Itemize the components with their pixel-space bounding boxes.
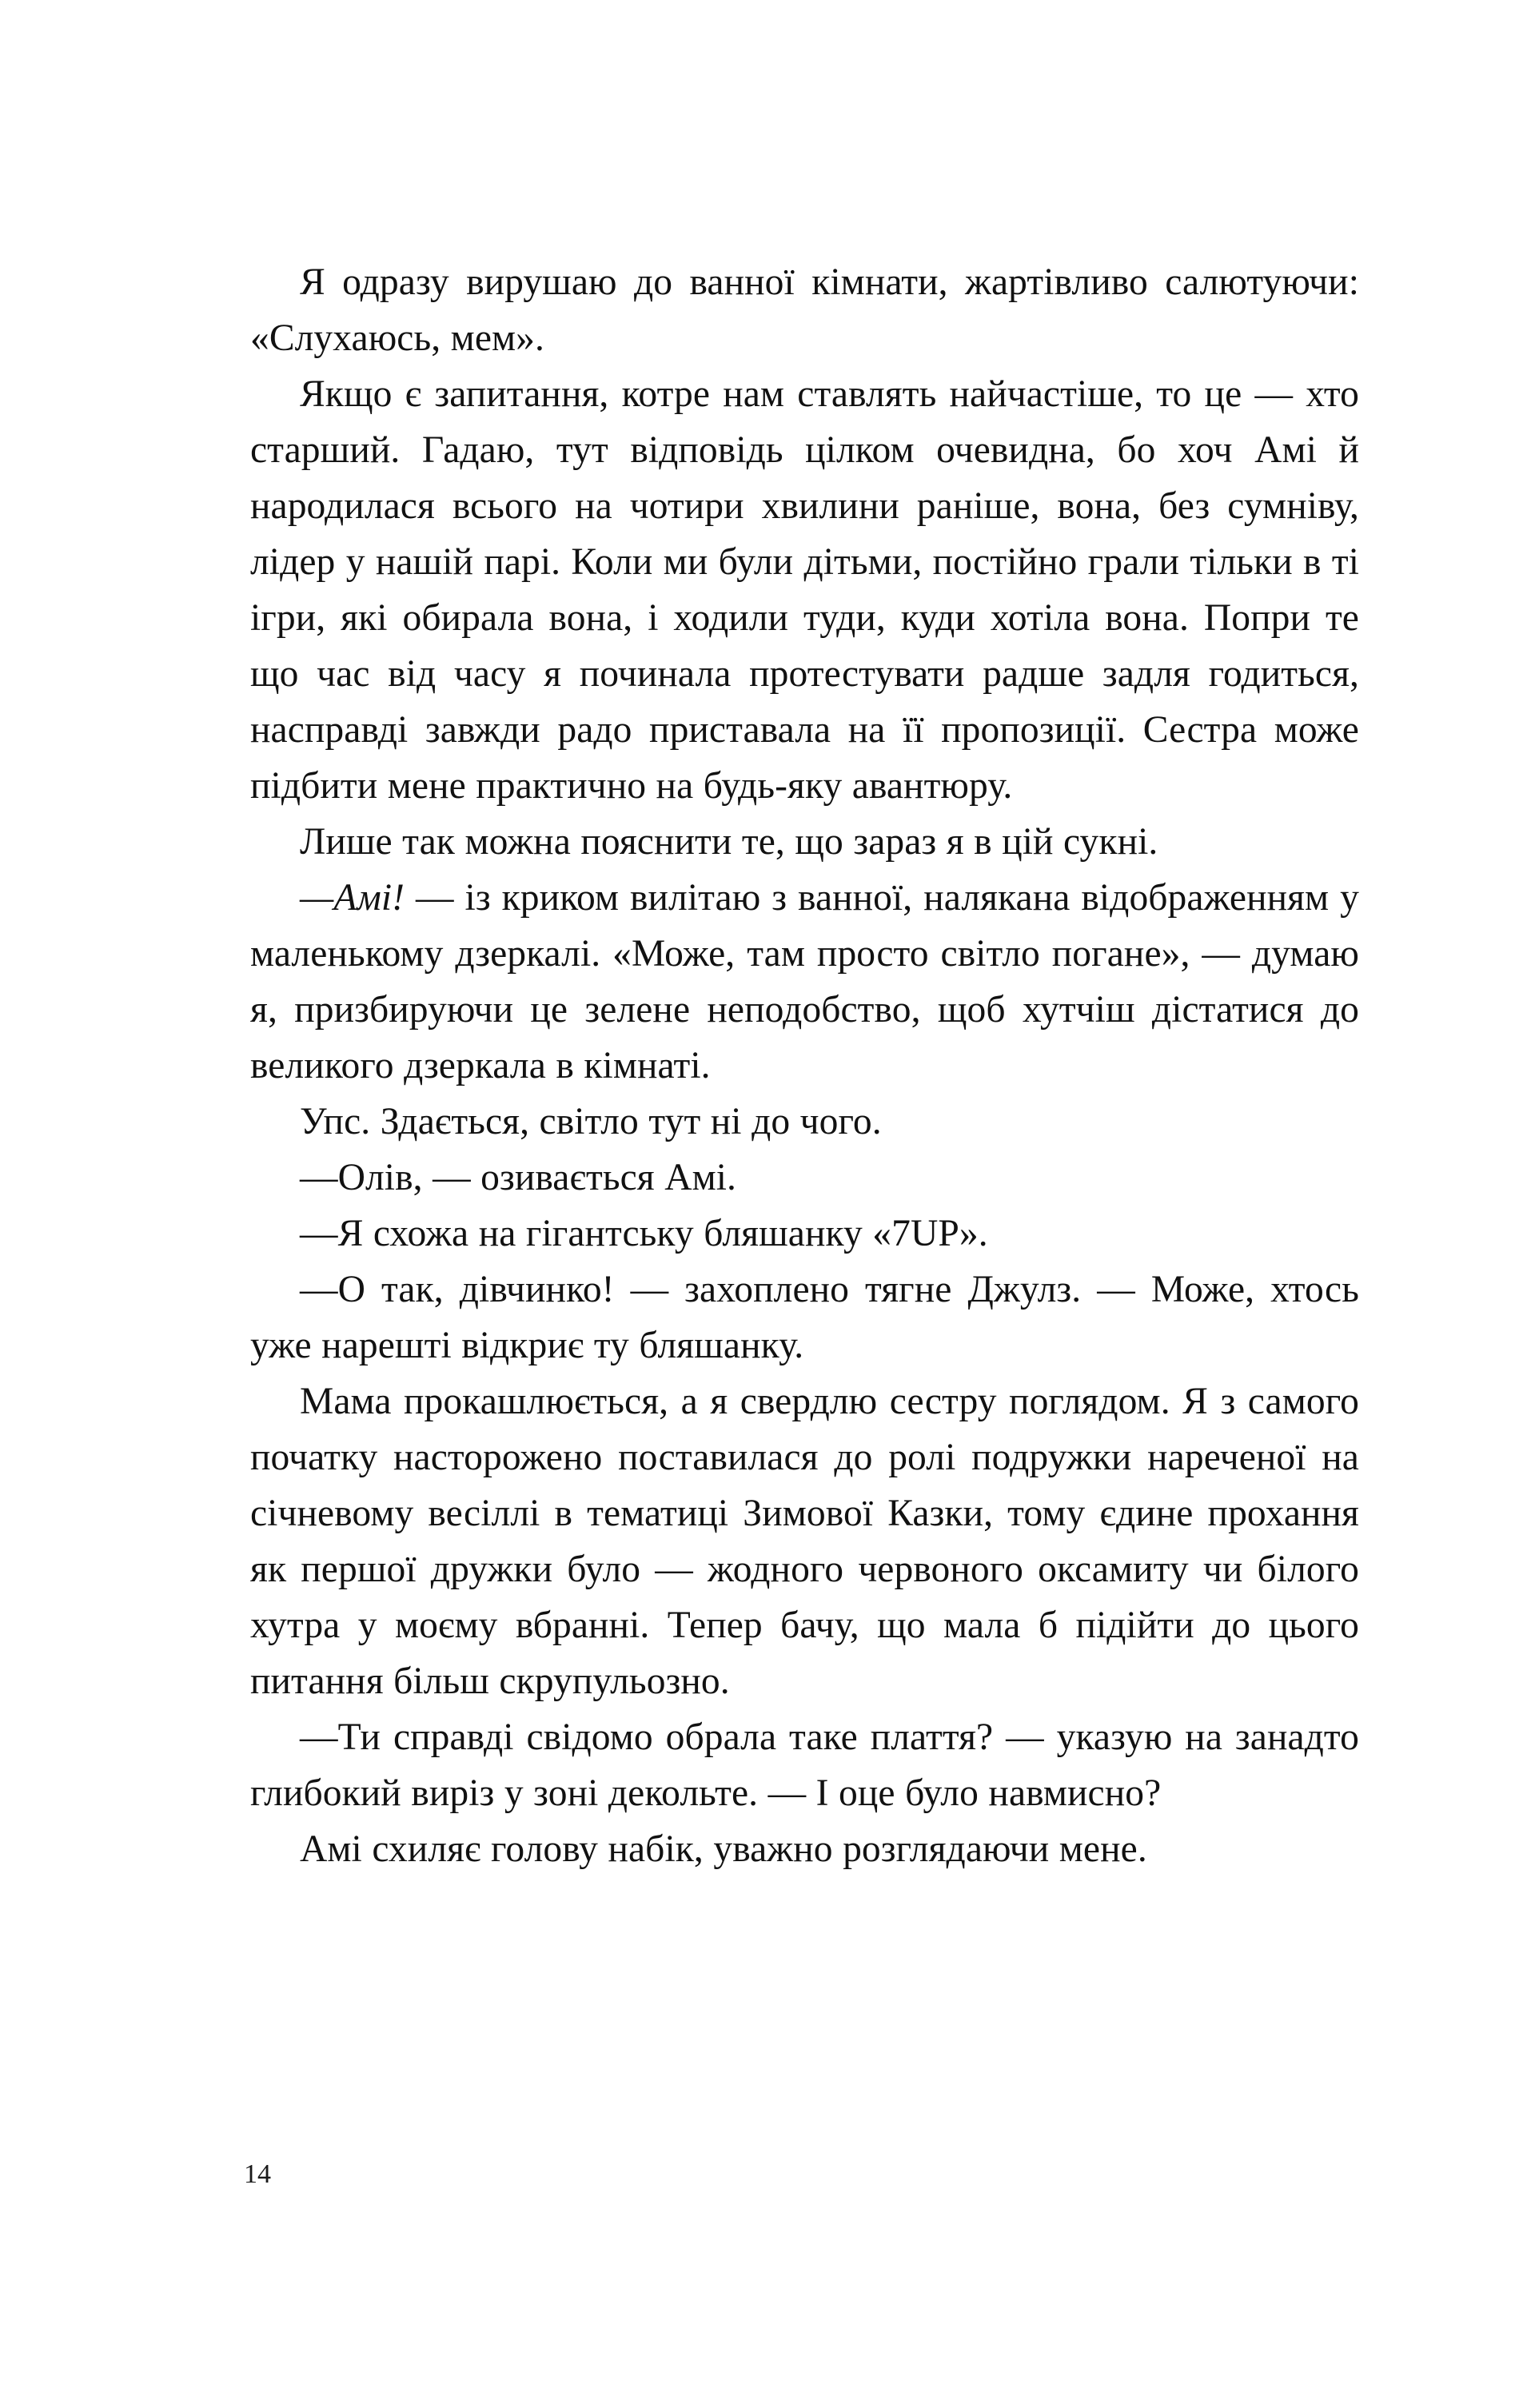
paragraph-1: Я одразу вирушаю до ванної кімнати, жартівливо салютуючи: «Слухаюсь, мем». (250, 261, 1359, 359)
paragraph-2: Якщо є запитання, котре нам ставлять найчастіше, то це — хто старший. Гадаю, тут відповідь цілком очевидна, бо хоч Амі й народилася всього на чотири хвилини раніше, вона, без сумніву, лідер у нашій парі. Коли ми були дітьми, постійно грали тільки в ті ігри, які обирала вона, і ходили туди, куди хотіла вона. Попри те що час від часу я починала протестувати радше задля годиться, насправді завжди радо приставала на її пропозиції. Сестра може підбити мене практично на будь-яку авантюру. (250, 373, 1359, 807)
paragraph-7: —Я схожа на гігантську бляшанку «7UP». (300, 1213, 988, 1254)
paragraph-5: Упс. Здається, світло тут ні до чого. (300, 1101, 882, 1142)
paragraph-6: —Олів, — озивається Амі. (300, 1157, 737, 1198)
page-number: 14 (244, 2159, 271, 2189)
paragraph-4-rest: — із криком вилітаю з ванної, налякана відображенням у маленькому дзеркалі. «Може, там просто світло погане», — думаю я, призбируючи це зелене неподобство, щоб хутчіш дістатися до великого дзеркала в кімнаті. (250, 877, 1359, 1086)
paragraph-9: Мама прокашлюється, а я свердлю сестру поглядом. Я з самого початку насторожено поставилася до ролі подружки нареченої на січневому весіллі в тематиці Зимової Казки, тому єдине прохання як першої дружки було — жодного червоного оксамиту чи білого хутра у моєму вбранні. Тепер бачу, що мала б підійти до цього питання більш скрупульозно. (250, 1381, 1359, 1702)
page-text-block (250, 254, 1359, 1877)
paragraph-10: —Ти справді свідомо обрала таке плаття? — указую на занадто глибокий виріз у зоні декольте. — І оце було навмисно? (250, 1716, 1359, 1814)
dialogue-italic-lead: —Амі! (300, 877, 405, 919)
paragraph-8: —О так, дівчинко! — захоплено тягне Джулз. — Може, хтось уже нарешті відкриє ту бляшанку. (250, 1269, 1359, 1366)
paragraph-3: Лише так можна пояснити те, що зараз я в цій сукні. (300, 821, 1158, 863)
paragraph-11: Амі схиляє голову набік, уважно розглядаючи мене. (300, 1828, 1147, 1870)
paragraph-4 (250, 870, 1359, 1094)
